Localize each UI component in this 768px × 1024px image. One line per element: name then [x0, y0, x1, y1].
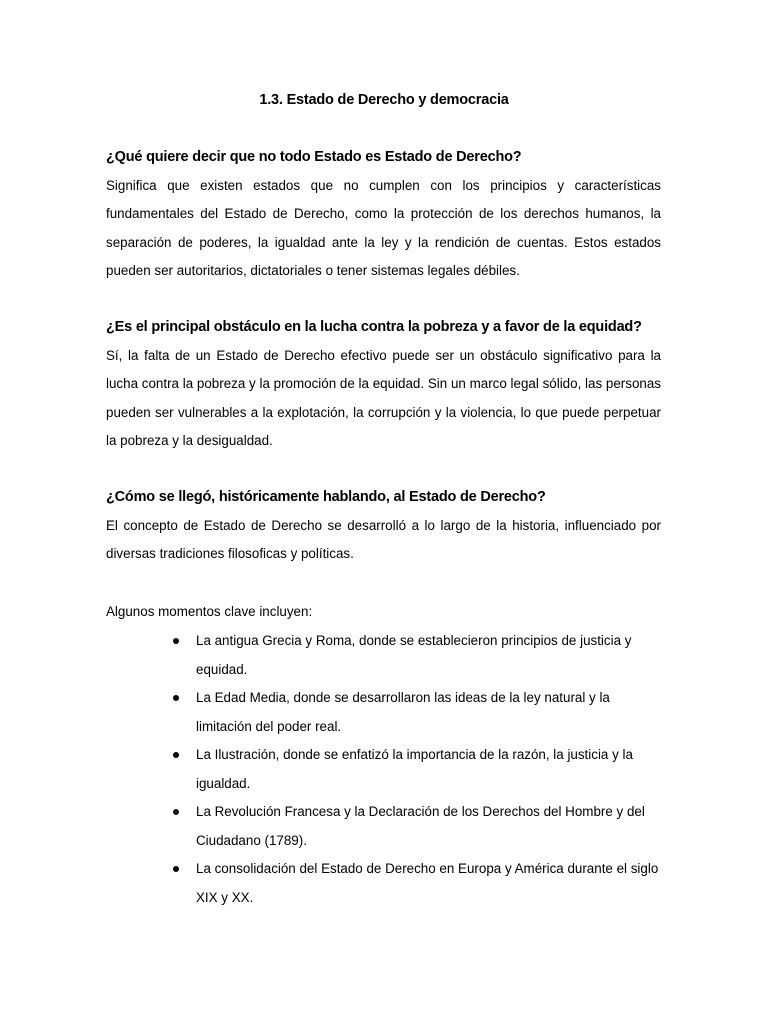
- section-body-2: Sí, la falta de un Estado de Derecho efectivo puede ser un obstáculo significativo para la lucha contra la pobreza y la promoción de la equidad. Sin un marco legal sólido, las personas pueden ser vulnerables a la explotación, la corrupción y la violencia, lo que puede perpetuar la pobreza y la desigualdad.: [106, 348, 661, 448]
- list-item-text: La Revolución Francesa y la Declaración de los Derechos del Hombre y del Ciudadano (1789).: [196, 804, 645, 848]
- section-body-3: El concepto de Estado de Derecho se desarrolló a lo largo de la historia, influenciado por diversas tradiciones filosoficas y políticas.: [106, 518, 661, 562]
- key-moments-list: [106, 627, 661, 912]
- section-heading-2: ¿Es el principal obstáculo en la lucha contra la pobreza y a favor de la equidad?: [106, 319, 642, 335]
- section-heading-3: ¿Cómo se llegó, históricamente hablando, al Estado de Derecho?: [106, 489, 546, 505]
- section-body-1: Significa que existen estados que no cumplen con los principios y características fundamentales del Estado de Derecho, como la protección de los derechos humanos, la separación de poderes, la igualdad ante la ley y la rendición de cuentas. Estos estados pueden ser autoritarios, dictatoriales o tener sistemas legales débiles.: [106, 178, 661, 278]
- list-item: [106, 855, 661, 912]
- bullet-icon: [173, 638, 179, 644]
- list-item-text: La Ilustración, donde se enfatizó la importancia de la razón, la justicia y la igualdad.: [196, 747, 633, 791]
- bullet-icon: [173, 695, 179, 701]
- list-item: [106, 684, 661, 741]
- section-heading-1: ¿Qué quiere decir que no todo Estado es Estado de Derecho?: [106, 149, 522, 165]
- bullet-icon: [173, 809, 179, 815]
- list-intro: Algunos momentos clave incluyen:: [106, 604, 313, 619]
- list-item-text: La antigua Grecia y Roma, donde se establecieron principios de justicia y equidad.: [196, 633, 632, 677]
- document-title: 1.3. Estado de Derecho y democracia: [259, 92, 509, 108]
- list-item-text: La consolidación del Estado de Derecho en Europa y América durante el siglo XIX y XX.: [196, 861, 659, 905]
- list-item-text: La Edad Media, donde se desarrollaron las ideas de la ley natural y la limitación del poder real.: [196, 690, 610, 734]
- bullet-icon: [173, 752, 179, 758]
- list-item: [106, 741, 661, 798]
- list-item: [106, 627, 661, 684]
- bullet-icon: [173, 866, 179, 872]
- list-item: [106, 798, 661, 855]
